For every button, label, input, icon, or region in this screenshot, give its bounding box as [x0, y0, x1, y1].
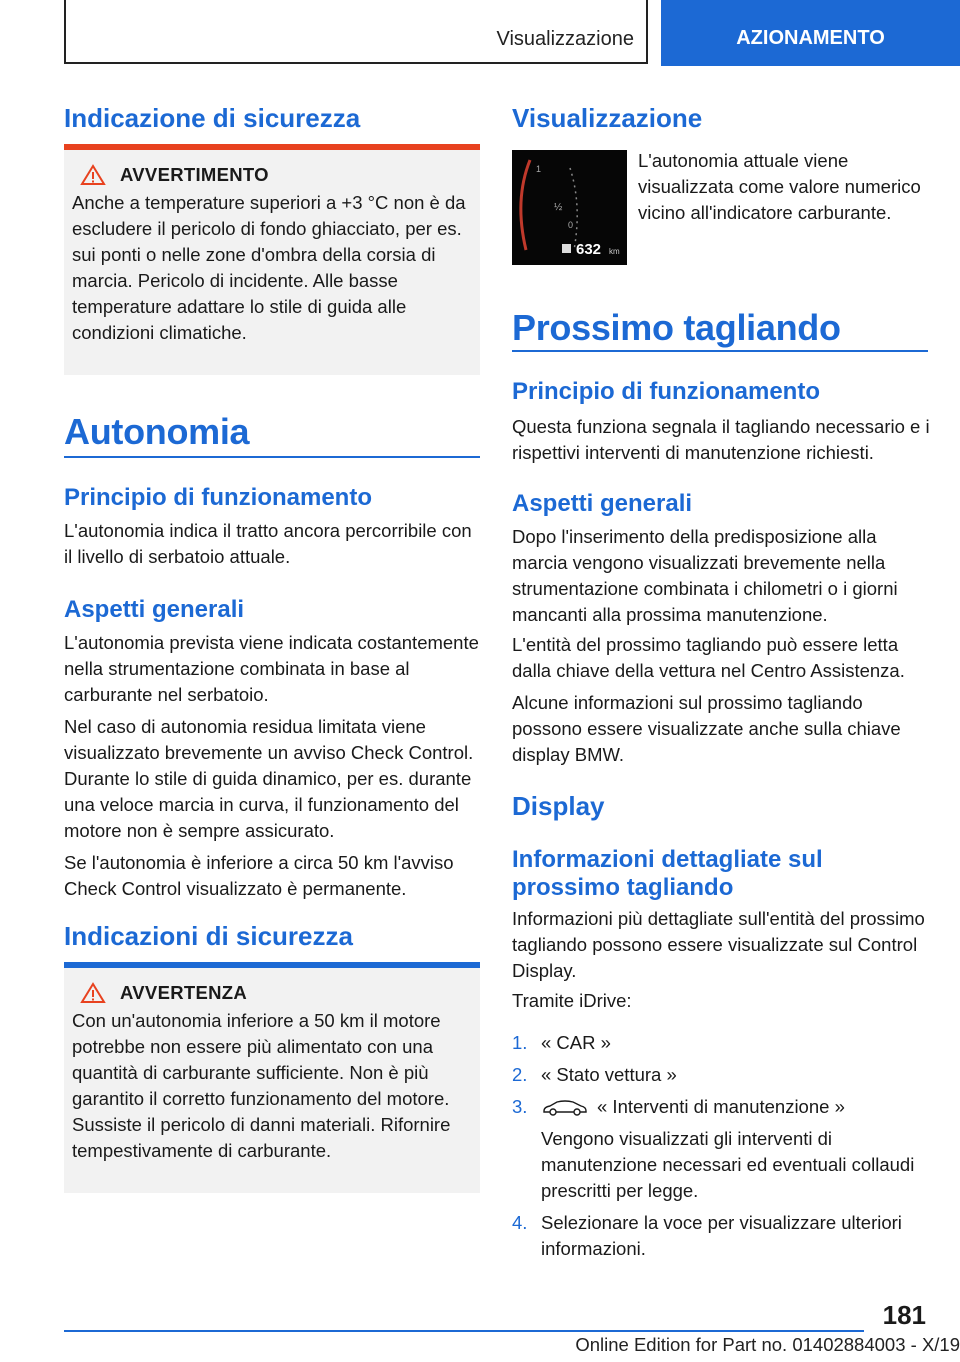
gauge-range-unit: km — [609, 247, 620, 256]
left-aspetti-p1: L'autonomia prevista viene indicata costantemente nella strumentazione combinata in base al carburante nel serbatoio. — [64, 632, 479, 705]
right-aspetti-p2: L'entità del prossimo tagliando può essere letta dalla chiave della vettura nel Centro Assistenza. — [512, 634, 905, 681]
header-chapter-tab: AZIONAMENTO — [661, 0, 960, 66]
fuel-gauge-image — [512, 150, 627, 265]
autonomia-rule — [64, 456, 480, 458]
step-3-detail: Vengono visualizzati gli interventi di manutenzione necessari ed eventuali collaudi prescritti per legge. — [541, 1128, 915, 1201]
display-title: Display — [512, 791, 605, 821]
warning-bar-red — [64, 144, 480, 150]
warning-box-1 — [64, 144, 480, 375]
tagliando-rule — [512, 350, 928, 352]
info-text: Informazioni più dettagliate sull'entità del prossimo tagliando possono essere visualizzate sul Control Display. — [512, 908, 925, 981]
gauge-range-value: 632 — [576, 241, 602, 258]
step-number: 1. — [512, 1032, 528, 1053]
right-aspetti-title: Aspetti generali — [512, 490, 693, 517]
warning-bar-blue — [64, 962, 480, 968]
page-number: 181 — [882, 1300, 926, 1330]
fuel-gauge-drawing — [512, 150, 627, 265]
step-text: « Interventi di manutenzione » — [597, 1096, 845, 1117]
step-number: 2. — [512, 1064, 528, 1085]
fuel-pump-icon — [562, 244, 571, 253]
step-2 — [512, 1062, 928, 1088]
right-principio-title: Principio di funzionamento — [512, 378, 820, 405]
gauge-half-label: ½ — [554, 202, 563, 213]
warning-text-2: Con un'autonomia inferiore a 50 km il motore potrebbe non essere più alimentato con una quantità di carburante sufficiente. Non è più garantito il corretto funzionamento del motore. Sussiste il pericolo di danni materiali. Rifornire tempestivamente di carburante. — [72, 1010, 451, 1161]
visualizzazione-title: Visualizzazione — [512, 103, 703, 133]
safety-title: Indicazione di sicurezza — [64, 103, 361, 133]
left-aspetti-title: Aspetti generali — [64, 596, 245, 623]
warning-label-1: AVVERTIMENTO — [120, 164, 269, 185]
warning-text-1: Anche a temperature superiori a +3 °C non è da escludere il pericolo di fondo ghiacciato, per es. sui ponti o nelle zone d'ombra della corsia di marcia. Pericolo di incidente. Alle basse temperature adattare lo stile di guida alle condizioni climatiche. — [72, 192, 466, 343]
warning-header-1 — [80, 164, 472, 186]
step-text: « Stato vettura » — [541, 1064, 677, 1085]
step-number: 3. — [512, 1096, 528, 1117]
right-aspetti-p3: Alcune informazioni sul prossimo tagliando possono essere visualizzate anche sulla chiave display BMW. — [512, 692, 901, 765]
header-section-box — [64, 0, 648, 64]
step-1 — [512, 1030, 928, 1056]
left-principio-title: Principio di funzionamento — [64, 484, 372, 511]
idrive-steps — [512, 1030, 928, 1262]
step-text: « CAR » — [541, 1032, 611, 1053]
left-aspetti-p3: Se l'autonomia è inferiore a circa 50 km l'avviso Check Control visualizzato è permanente. — [64, 852, 454, 899]
right-aspetti-p1: Dopo l'inserimento della predisposizione alla marcia vengono visualizzati brevemente nella strumentazione combinata i chilometri o i giorni mancanti alla prossima manutenzione. — [512, 526, 898, 625]
warning-label-2: AVVERTENZA — [120, 982, 248, 1003]
footer-rule — [64, 1330, 864, 1332]
visualizzazione-text: L'autonomia attuale viene visualizzata come valore numerico vicino all'indicatore carburante. — [638, 150, 921, 223]
step-number: 4. — [512, 1212, 528, 1233]
warning-box-2 — [64, 962, 480, 1193]
step-3 — [512, 1094, 928, 1204]
right-principio-text: Questa funziona segnala il tagliando necessario e i rispettivi interventi di manutenzione richiesti. — [512, 416, 930, 463]
step-text: Selezionare la voce per visualizzare ulteriori informazioni. — [541, 1212, 902, 1259]
left-principio-text: L'autonomia indica il tratto ancora percorribile con il livello di serbatoio attuale. — [64, 520, 472, 567]
indicazioni-title: Indicazioni di sicurezza — [64, 921, 353, 951]
gauge-bottom-label: 0 — [568, 220, 574, 230]
warning-header-2 — [80, 982, 472, 1004]
tramite-text: Tramite iDrive: — [512, 990, 632, 1011]
gauge-top-label: 1 — [536, 164, 542, 174]
autonomia-title: Autonomia — [64, 411, 250, 452]
left-aspetti-p2: Nel caso di autonomia residua limitata viene visualizzato brevemente un avviso Check Control. Durante lo stile di guida dinamico, per es. durante una veloce marcia in curva, il funzionamento del motore non è sempre assicurato. — [64, 716, 474, 841]
warning-triangle-icon — [80, 164, 106, 186]
tagliando-title: Prossimo tagliando — [512, 307, 841, 348]
warning-triangle-icon — [80, 982, 106, 1004]
footer-edition: Online Edition for Part no. 01402884003 - X/19 — [575, 1334, 960, 1355]
header-section-title: Visualizzazione — [496, 28, 634, 50]
info-title: Informazioni dettagliate sul prossimo tagliando — [512, 846, 823, 901]
car-service-icon — [541, 1099, 589, 1117]
step-4 — [512, 1210, 928, 1262]
